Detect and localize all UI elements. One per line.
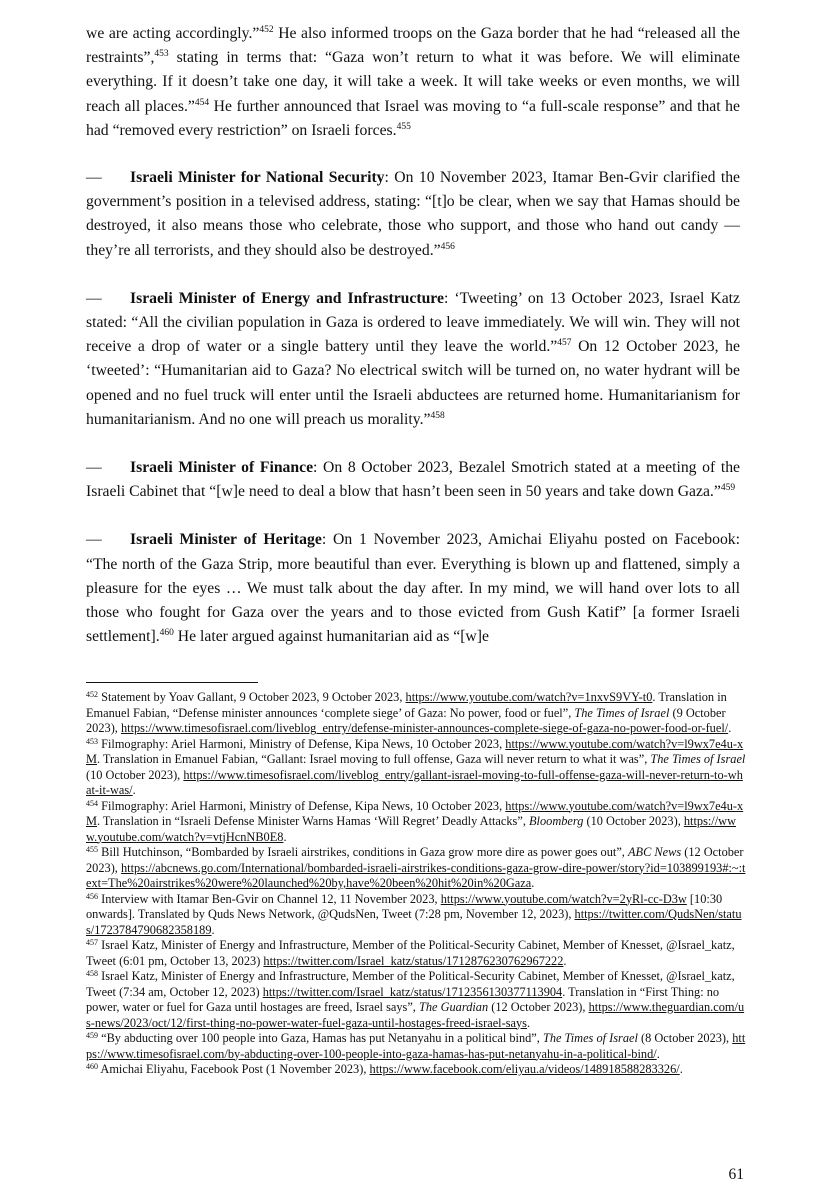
footnote-number: 459 (86, 1031, 98, 1040)
footnote-number: 454 (86, 798, 98, 808)
link[interactable]: https://twitter.com/Israel_katz/status/1712876230762967222 (263, 953, 564, 968)
text-run: . Translation in “Israeli Defense Minister Warns Hamas ‘Will Regret’ Deadly Attacks”, (96, 814, 530, 828)
text-run: (10 October 2023), (86, 767, 184, 782)
text-run: . (211, 922, 215, 937)
footnote-ref: 458 (430, 410, 445, 421)
footnote (86, 892, 746, 939)
paragraph-heading: Israeli Minister of Energy and Infrastructure (130, 289, 444, 307)
footnote (86, 1062, 746, 1078)
text-run: He also informed troops on the Gaza border that he had “released all the restraints”, (86, 25, 741, 67)
paragraph (86, 456, 740, 504)
text-run: (12 October 2023), (86, 845, 744, 875)
text-run: (9 October 2023), (86, 705, 726, 735)
footnote-ref: 460 (159, 628, 174, 639)
link[interactable]: https://www.youtube.com/watch?v=vtjHcnNB0E8 (86, 814, 736, 844)
text-run: “By abducting over 100 people into Gaza, Hamas has put Netanyahu in a political bind”, (101, 1031, 543, 1045)
link[interactable]: https://www.timesofisrael.com/by-abducting-over-100-people-into-gaza-hamas-has-put-netanyahu-in-a-political-bind/ (86, 1031, 746, 1061)
text-run: Filmography: Ariel Harmoni, Ministry of Defense, Kipa News, 10 October 2023, (101, 798, 506, 813)
footnote-number: 457 (86, 938, 98, 947)
link[interactable]: https://www.youtube.com/watch?v=l9wx7e4u-xM (86, 736, 744, 766)
footnote (86, 799, 746, 846)
footnote-ref: 457 (557, 338, 572, 349)
link[interactable]: https://abcnews.go.com/International/bombarded-israeli-airstrikes-conditions-gaza-grow-dire-power/story?id=103899193#:~:text=The%20airstrikes%20were%20launched%20by,have%20been%20hit%20in%20Gaza (86, 860, 746, 890)
text-run: . (679, 1062, 683, 1076)
em-dash: — (86, 459, 102, 477)
italic-title: The Times of Israel (542, 1031, 638, 1045)
text-run: : On 1 November 2023, Amichai Eliyahu posted on Facebook: “The north of the Gaza Strip, more beautiful than ever. Everything is blown up and flattened, simply a pleasure for the eyes … We must talk about the day after. In my mind, we will hand over lots to all those who fought for Gaza over the years and to those evicted from Gush Katif” [a former Israeli settlement]. (86, 531, 740, 646)
italic-title: The Times of Israel (650, 752, 746, 766)
paragraph-heading: Israeli Minister for National Security (130, 169, 385, 187)
footnote-ref: 453 (154, 49, 169, 60)
text-run: . (656, 1046, 660, 1061)
footnote-number: 453 (86, 736, 98, 746)
paragraph-heading: Israeli Minister of Finance (130, 459, 314, 477)
footnote-ref: 454 (194, 97, 210, 108)
footnote (86, 1031, 746, 1062)
paragraph (86, 166, 740, 263)
link[interactable]: https://www.facebook.com/eliyau.a/videos/148918588283326/ (369, 1062, 680, 1076)
link[interactable]: https://twitter.com/Israel_katz/status/1712356130377113904 (262, 984, 563, 999)
text-run: . Translation in “First Thing: no power, water or fuel for Gaza until hostages are freed, Israel says”, (86, 984, 720, 1014)
text-run: [10:30 onwards]. Translated by Quds News Network, @QudsNen, Tweet (7:28 pm, November 12, 2023), (86, 891, 723, 921)
link[interactable]: https://www.youtube.com/watch?v=1nxvS9VY-t0 (405, 690, 653, 704)
text-run: . Translation in Emanuel Fabian, “Gallant: Israel moving to full offense, Gaza will never return to what it was”, (96, 752, 651, 766)
text-run: . (563, 953, 567, 968)
text-run: Filmography: Ariel Harmoni, Ministry of Defense, Kipa News, 10 October 2023, (101, 736, 506, 751)
italic-title: Bloomberg (529, 814, 584, 828)
link[interactable]: https://www.timesofisrael.com/liveblog_entry/defense-minister-announces-complete-siege-of-gaza-no-power-food-or-fuel/ (120, 721, 729, 735)
footnote-number: 460 (86, 1062, 98, 1071)
text-run: . (283, 829, 287, 844)
footnote (86, 969, 746, 1031)
main-text (86, 22, 740, 673)
italic-title: ABC News (627, 845, 682, 859)
link[interactable]: https://www.theguardian.com/us-news/2023/oct/12/first-thing-no-power-water-fuel-gaza-until-hostages-freed-israel-says (86, 1000, 745, 1030)
em-dash: — (86, 289, 102, 307)
text-run: : On 10 November 2023, Itamar Ben-Gvir clarified the government’s position in a televised address, stating: “[t]o be clear, when we say that Hamas should be destroyed, it also means those who celebrate, those who support, and those who hand out candy — they’re all terrorists, and they should also be destroyed.” (86, 169, 740, 259)
footnote (86, 845, 746, 892)
text-run: Israel Katz, Minister of Energy and Infrastructure, Member of the Political-Security Cabinet, Member of Knesset, @Israel_katz, Tweet (6:01 pm, October 13, 2023) (86, 938, 735, 968)
text-run: Israel Katz, Minister of Energy and Infrastructure, Member of the Political-Security Cabinet, Member of Knesset, @Israel_katz, Tweet (7:34 am, October 12, 2023) (86, 969, 735, 999)
text-run: stating in terms that: “Gaza won’t return to what it was before. We will eliminate everything. If it doesn’t take one day, it will take a week. It will take weeks or even months, we will reach all places.” (86, 49, 740, 115)
italic-title: The Guardian (418, 1000, 489, 1014)
link[interactable]: https://twitter.com/QudsNen/status/1723784790682358189 (86, 907, 742, 937)
footnote (86, 690, 746, 737)
text-run: : ‘Tweeting’ on 13 October 2023, Israel Katz stated: “All the civilian population in Gaza is ordered to leave immediately. We will win. They will not receive a drop of water or a single battery until they leave the world.” (86, 289, 740, 356)
text-run: . (728, 721, 732, 735)
footnote-ref: 455 (396, 121, 411, 132)
em-dash: — (86, 531, 102, 549)
text-run: . (526, 1015, 531, 1030)
text-run: : On 8 October 2023, Bezalel Smotrich stated at a meeting of the Israeli Cabinet that “[w]e need to deal a blow that hasn’t been seen in 50 years and take down Gaza.” (86, 459, 740, 501)
text-run: Statement by Yoav Gallant, 9 October 2023, 9 October 2023, (101, 690, 406, 704)
em-dash: — (86, 169, 102, 187)
footnote-number: 455 (86, 845, 98, 854)
footnote-ref: 452 (259, 25, 274, 35)
footnote-number: 458 (86, 969, 98, 978)
text-run: He further announced that Israel was moving to “a full-scale response” and that he had “removed every restriction” on Israeli forces. (86, 97, 740, 139)
text-run: . Translation in Emanuel Fabian, “Defense minister announces ‘complete siege’ of Gaza: No power, food or fuel”, (86, 690, 727, 720)
text-run: On 12 October 2023, he ‘tweeted’: “Humanitarian aid to Gaza? No electrical switch will be turned on, no water hydrant will be opened and no fuel truck will enter until the Israeli abductees are returned home. Humanitarianism for humanitarianism. And no one will preach us morality.” (86, 338, 740, 428)
text-run: Amichai Eliyahu, Facebook Post (1 November 2023), (100, 1062, 370, 1076)
footnotes (86, 690, 746, 1078)
text-run: . (531, 876, 535, 890)
text-run: He later argued against humanitarian aid as “[w]e (173, 628, 489, 646)
text-run: Interview with Itamar Ben-Gvir on Channel 12, 11 November 2023, (101, 891, 441, 906)
link[interactable]: https://www.timesofisrael.com/liveblog_entry/gallant-israel-moving-to-full-offense-gaza-will-never-return-to-what-it-was/ (86, 767, 743, 797)
italic-title: The Times of Israel (574, 705, 670, 720)
paragraph (86, 22, 740, 143)
paragraph-heading: Israeli Minister of Heritage (130, 531, 322, 549)
page-number: 61 (728, 1166, 744, 1183)
paragraph (86, 528, 740, 649)
footnote-number: 456 (86, 891, 98, 901)
footnote (86, 737, 746, 799)
text-run: we are acting accordingly.” (86, 25, 260, 42)
footnote-number: 452 (86, 690, 98, 699)
text-run: . (132, 783, 136, 797)
text-run: (8 October 2023), (637, 1031, 733, 1045)
text-run: (12 October 2023), (488, 1000, 589, 1014)
footnote (86, 938, 746, 969)
text-run: (10 October 2023), (583, 814, 684, 828)
footnote-separator (86, 682, 258, 683)
link[interactable]: https://www.youtube.com/watch?v=2yRl-cc-D3w (440, 891, 687, 906)
footnote-ref: 456 (440, 241, 455, 252)
footnote-ref: 459 (720, 483, 736, 494)
link[interactable]: https://www.youtube.com/watch?v=l9wx7e4u-xM (86, 798, 744, 828)
paragraph (86, 287, 740, 432)
text-run: Bill Hutchinson, “Bombarded by Israeli airstrikes, conditions in Gaza grow more dire as power goes out”, (101, 845, 628, 859)
